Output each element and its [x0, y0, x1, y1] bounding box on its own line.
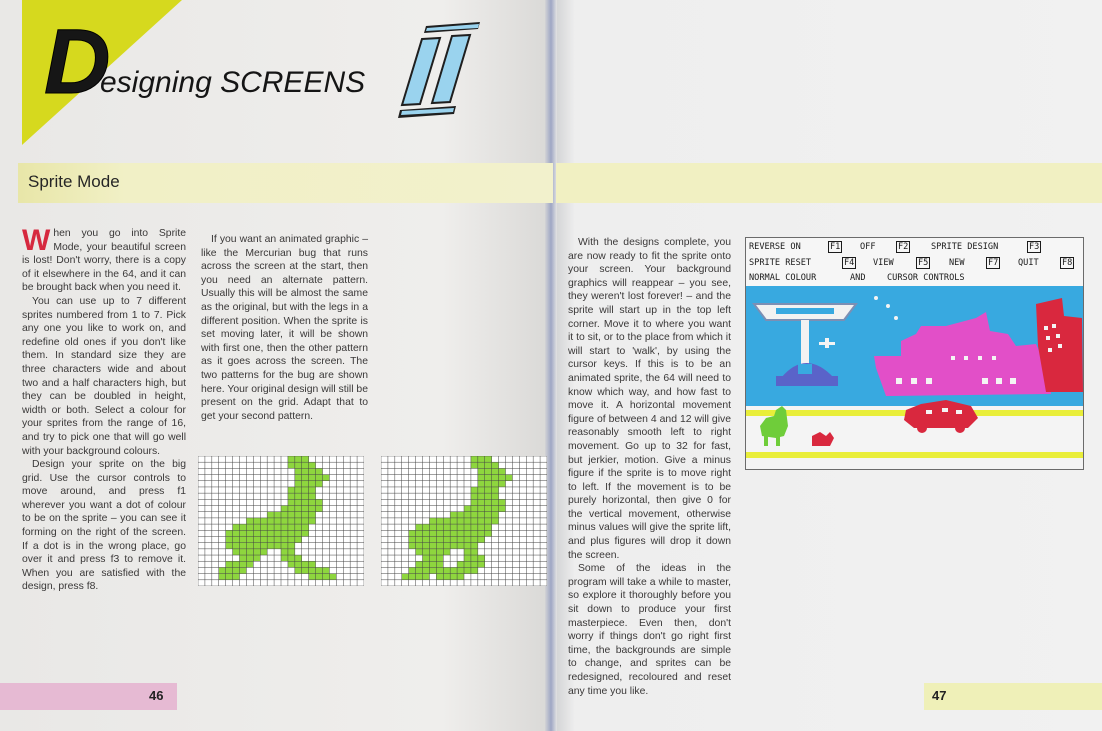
sprite-pixel — [471, 499, 506, 505]
menu-sprite-design: SPRITE DESIGN — [931, 242, 999, 252]
sprite-pixel — [464, 555, 485, 561]
drop-cap: W — [22, 224, 51, 257]
paragraph: With the designs complete, you are now ready to fit the sprite onto your screen. Your background graphics will reappear – you see, they weren't lost forever! – and the sprite will start up in the top left corner. Move it to where you want it to sit, or to the place from which it will start to 'walk', by using the cursor keys. If this is to be an animated sprite, the 64 will need to know which way, and how fast to move it. A horizontal movement figure of between 4 and 12 will give reasonably smooth left to right movement. Go up to 32 for fast, but jerkier, motion. Give a minus figure if the sprite is to move right to left. If the movement is to be purely horizontal, then give 0 for the vertical movement, otherwise minus values will give the sprite lift, and plus figures will drop it down the screen. — [568, 237, 731, 561]
footer-band-right — [924, 683, 1102, 710]
menu-view: VIEW — [873, 258, 894, 268]
yellow-stripe-bottom — [746, 452, 1083, 458]
sprite-pixel — [233, 524, 309, 530]
menu-off: OFF — [860, 242, 876, 252]
sprite-pixel — [295, 475, 330, 481]
sprite-pixel — [443, 567, 478, 573]
key-f8: F8 — [1062, 258, 1073, 268]
menu-quit: QUIT — [1018, 258, 1039, 268]
key-f2: F2 — [898, 242, 909, 252]
sprite-grid-pattern-2 — [381, 456, 547, 586]
text-column-3 — [568, 236, 731, 698]
bubble — [874, 296, 878, 300]
sprite-pixel — [226, 536, 302, 542]
key-f3: F3 — [1029, 242, 1040, 252]
game-scene — [746, 286, 1083, 469]
paragraph: If you want an animated graphic – like the Mercurian bug that runs across the screen at the start, then you need an alternate pattern. Usually this will be almost the same as the original, but with the legs in a different position. When the sprite is set moving later, it will be shown with first one, then the other pattern as it goes across the screen. The two patterns for the bug are shown here. Your original design will still be present on the grid. Adapt that to get your second pattern. — [201, 234, 368, 422]
tower-door — [798, 364, 812, 374]
section-band-right — [556, 163, 1102, 203]
sprite-pixel — [416, 549, 451, 555]
sprite-pixel — [416, 524, 492, 530]
page-number-right: 47 — [932, 688, 947, 703]
sprite-pixel — [281, 555, 302, 561]
sprite-pixel — [295, 567, 330, 573]
paragraph: Some of the ideas in the program will take a while to master, so explore it thoroughly before you sit down to produce your first masterpiece. Even then, don't worry if things don't go right first time, the backgrounds are simple to change, and sprites can be redesigned, recoloured and reset any time you like. — [568, 563, 731, 697]
tower-stem — [801, 320, 809, 366]
roman-two-logo-icon — [396, 22, 486, 118]
text-column-1 — [22, 224, 186, 594]
tower-foot — [776, 376, 838, 386]
sprite-pixel — [233, 549, 268, 555]
tower-window — [776, 308, 834, 314]
text-column-2 — [201, 233, 368, 423]
sprite-pixel — [423, 555, 444, 561]
sprite-pixel — [450, 512, 498, 518]
paragraph — [22, 224, 186, 295]
sprite-pixel — [409, 567, 444, 573]
book-spine — [545, 0, 557, 731]
sprite-pixel — [288, 499, 323, 505]
sprite-grid-pattern-1 — [198, 456, 364, 586]
sprite-pixel — [288, 456, 309, 462]
menu-new: NEW — [949, 258, 965, 268]
paragraph: Design your sprite on the big grid. Use the cursor controls to move around, and press f1 wherever you want a dot of colour to be on the sprite – you can see it forming on the right of the screen. If a dot is in the wrong place, go over it and press f3 to remove it. When you are satisfied with the design, press f8. — [22, 459, 186, 593]
section-title: Sprite Mode — [28, 172, 120, 191]
paragraph-text: hen you go into Sprite Mode, your beautiful screen is lost! Don't worry, there is a copy of it elsewhere in the 64, and it can be brought back when you need it. — [22, 228, 186, 294]
key-f1: F1 — [830, 242, 841, 252]
page-number-left: 46 — [149, 688, 164, 703]
page-title: esigning SCREENS — [100, 66, 366, 99]
screen-screenshot — [745, 237, 1084, 470]
key-f7: F7 — [988, 258, 999, 268]
sprite-pixel — [471, 456, 492, 462]
sprite-pixel — [240, 555, 261, 561]
title-drop-letter: D — [44, 11, 109, 113]
menu-and: AND — [850, 273, 866, 283]
menu-cursor-controls: CURSOR CONTROLS — [887, 273, 965, 283]
menu-reverse-on: REVERSE ON — [749, 242, 801, 252]
paragraph: You can use up to 7 different sprites numbered from 1 to 7. Pick any one you like to work on, and redefine old ones if you don't like them. In standard size they are three characters wide and about two and a half characters high, but they can be doubled in height, width or both. Select a colour for your sprites from the range of 16, and try to pick one that will go well with your background colours. — [22, 295, 186, 457]
bubble — [886, 304, 890, 308]
menu-sprite-reset: SPRITE RESET — [749, 258, 812, 268]
screen-menu — [746, 238, 1083, 286]
sprite-pixel — [478, 475, 513, 481]
key-f4: F4 — [844, 258, 855, 268]
key-f5: F5 — [918, 258, 929, 268]
menu-normal-colour: NORMAL COLOUR — [749, 273, 817, 283]
bubble — [894, 316, 898, 320]
sprite-pixel — [219, 574, 240, 580]
sprite-pixel — [409, 536, 485, 542]
sprite-pixel — [267, 512, 315, 518]
